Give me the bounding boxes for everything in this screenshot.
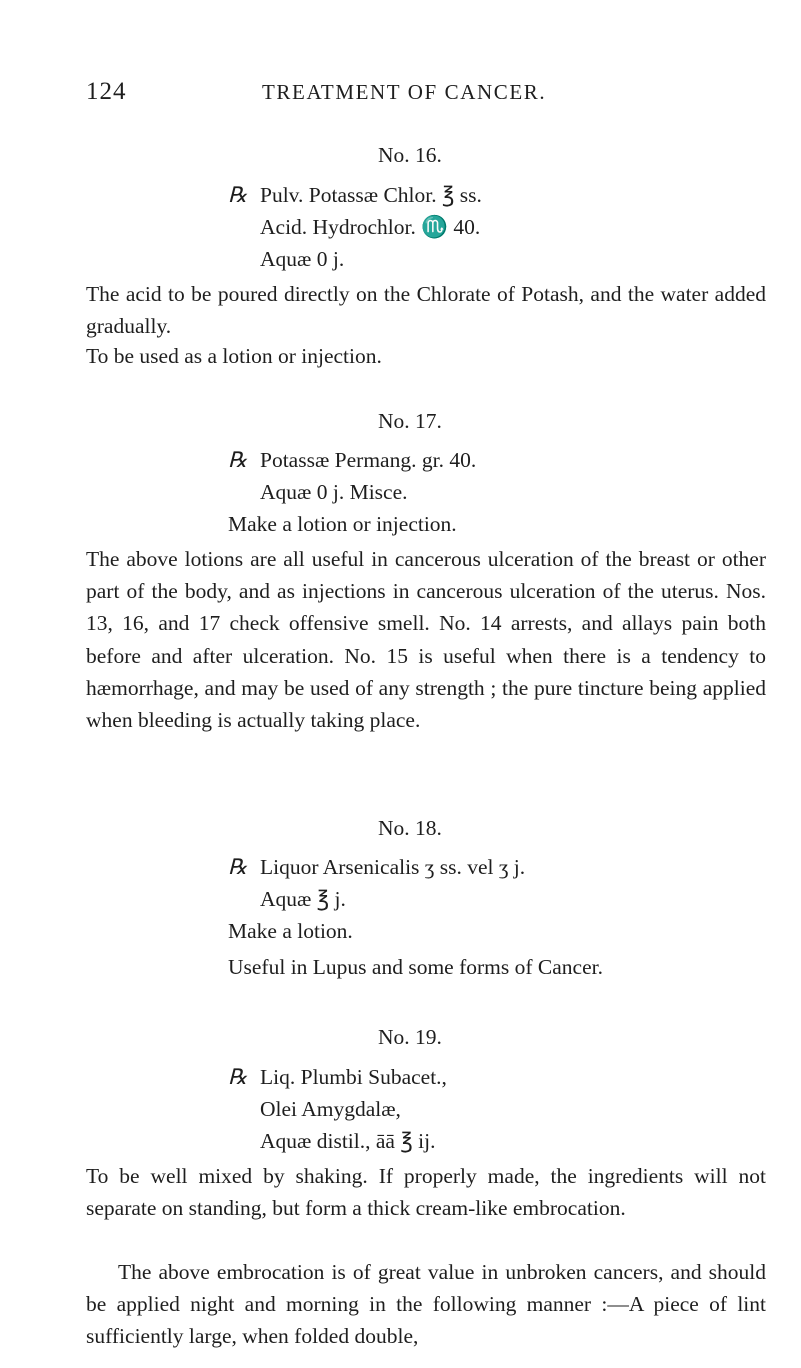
ingredient-line: Olei Amygdalæ, — [260, 1097, 401, 1121]
ingredient-line: Potassæ Permang. gr. 40. — [260, 448, 477, 472]
ingredient-line: Pulv. Potassæ Chlor. ℥ ss. — [260, 183, 482, 207]
note-line: Make a lotion. — [228, 919, 353, 943]
recipe-number: No. 17. — [378, 409, 442, 433]
note-line: Make a lotion or injection. — [228, 512, 457, 536]
page-number: 124 — [86, 78, 127, 105]
ingredient-line: Liq. Plumbi Subacet., — [260, 1065, 447, 1089]
recipe-note — [86, 1256, 766, 1353]
rx-symbol: ℞ — [228, 1065, 248, 1089]
ingredient-line: Acid. Hydrochlor. ♏ 40. — [260, 215, 481, 239]
rx-symbol: ℞ — [228, 183, 248, 207]
recipe-note — [86, 1160, 766, 1224]
note-paragraph: The above lotions are all useful in cancerous ulceration of the breast or other part of the body, and as injections in cancerous ulceration of the uterus. Nos. 13, 16, and 17 check offensive smell. No. 14 arrests, and allays pain both before and after ulceration. No. 15 is useful when there is a tendency to hæmorrhage, and may be used of any strength ; the pure tincture being applied when bleeding is actually taking place. — [86, 547, 766, 733]
note-line: To be used as a lotion or injection. — [86, 344, 382, 368]
recipe-note — [86, 278, 766, 342]
recipe-number: No. 19. — [378, 1025, 442, 1049]
page-header — [86, 78, 766, 112]
running-title: TREATMENT OF CANCER. — [262, 80, 547, 104]
rx-symbol: ℞ — [228, 855, 248, 879]
commentary-paragraph — [86, 543, 766, 736]
ingredient-line: Aquæ distil., āā ℥ ij. — [260, 1129, 436, 1153]
ingredient-line: Aquæ 0 j. Misce. — [260, 480, 408, 504]
note-line: Useful in Lupus and some forms of Cancer. — [228, 955, 603, 979]
ingredient-line: Aquæ ℥ j. — [260, 887, 346, 911]
recipe-number: No. 18. — [378, 816, 442, 840]
ingredient-line: Liquor Arsenicalis ʒ ss. vel ʒ j. — [260, 855, 526, 879]
note-paragraph: To be well mixed by shaking. If properly made, the ingredients will not separate on standing, but form a thick cream-like embrocation. — [86, 1164, 766, 1221]
rx-symbol: ℞ — [228, 448, 248, 472]
ingredient-line: Aquæ 0 j. — [260, 247, 345, 271]
note-paragraph: The acid to be poured directly on the Chlorate of Potash, and the water added gradually. — [86, 282, 766, 339]
recipe-number: No. 16. — [378, 143, 442, 167]
note-paragraph: The above embrocation is of great value in unbroken cancers, and should be applied night and morning in the following manner :—A piece of lint sufficiently large, when folded double, — [86, 1260, 766, 1349]
